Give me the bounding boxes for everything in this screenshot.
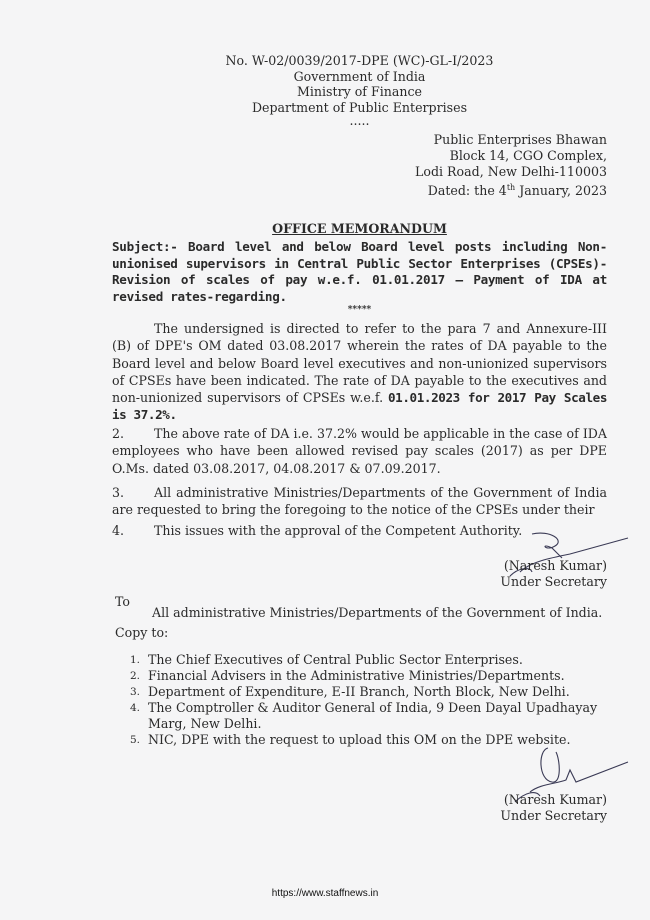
item-text: NIC, DPE with the request to upload this OM on the DPE website. xyxy=(148,732,571,747)
paragraph-4: 4. This issues with the approval of the Competent Authority. xyxy=(112,523,523,538)
signatory-block-1 xyxy=(470,558,607,590)
copy-list-item xyxy=(130,668,610,684)
address-line: Lodi Road, New Delhi-110003 xyxy=(415,164,607,179)
letterhead xyxy=(112,53,607,127)
item-number: 2. xyxy=(130,670,141,682)
address-line: Block 14, CGO Complex, xyxy=(449,148,607,163)
copy-to-label: Copy to: xyxy=(115,625,169,640)
to-label: To xyxy=(115,594,131,609)
signatory-designation: Under Secretary xyxy=(500,808,607,823)
item-text: Financial Advisers in the Administrative Ministries/Departments. xyxy=(148,668,565,683)
copy-list xyxy=(130,652,610,748)
stars-separator: ***** xyxy=(347,305,372,315)
copy-list-item xyxy=(130,700,610,732)
copy-list-item xyxy=(130,652,610,668)
item-number: 1. xyxy=(130,654,141,666)
date-line: Dated: the 4th January, 2023 xyxy=(427,183,607,199)
footer-url[interactable]: https://www.staffnews.in xyxy=(271,888,379,899)
item-text: Department of Expenditure, E-II Branch, North Block, New Delhi. xyxy=(148,684,570,699)
item-number: 4. xyxy=(130,702,141,714)
reference-number: No. W-02/0039/2017-DPE (WC)-GL-I/2023 xyxy=(225,53,494,68)
item-number: 3. xyxy=(130,686,141,698)
item-text: The Chief Executives of Central Public Sector Enterprises. xyxy=(148,652,523,667)
paragraph-2: 2. The above rate of DA i.e. 37.2% would be applicable in the case of IDA employees who have been allowed revised pay scales (2017) as per DPE O.Ms. dated 03.08.2017, 04.08.2017 & 07.09.2017. xyxy=(112,426,607,476)
separator: ..... xyxy=(349,113,370,128)
signatory-name: (Naresh Kumar) xyxy=(503,792,607,807)
address-line: Public Enterprises Bhawan xyxy=(433,132,607,147)
paragraph-3: 3. All administrative Ministries/Departments of the Government of India are requested to bring the foregoing to the notice of the CPSEs under their xyxy=(112,485,607,518)
government-name: Government of India xyxy=(293,68,426,84)
signatory-name: (Naresh Kumar) xyxy=(503,558,607,573)
signatory-block-2 xyxy=(470,792,607,824)
address-block xyxy=(300,132,607,199)
memo-title: OFFICE MEMORANDUM xyxy=(272,221,447,236)
item-text: The Comptroller & Auditor General of India, 9 Deen Dayal Upadhayay Marg, New Delhi. xyxy=(148,700,598,731)
signatory-designation: Under Secretary xyxy=(500,574,607,589)
copy-list-item xyxy=(130,684,610,700)
ministry-name: Ministry of Finance xyxy=(297,84,422,99)
paragraph-1: The undersigned is directed to refer to the para 7 and Annexure-III (B) of DPE's OM dated 03.08.2017 wherein the rates of DA payable to the Board level and below Board level executives and non-unionized supervisors of CPSEs have been indicated. The rate of DA payable to the executives and non-unionized supervisors of CPSEs w.e.f. 01.01.2023 for 2017 Pay Scales is 37.2%. xyxy=(112,321,607,423)
department-name: Department of Public Enterprises xyxy=(251,99,468,115)
item-number: 5. xyxy=(130,734,141,746)
recipient: All administrative Ministries/Departments of the Government of India. xyxy=(152,605,603,620)
subject: Subject:- Board level and below Board level posts including Non-unionised supervisors in Central Public Sector Enterprises (CPSEs)-Revision of scales of pay w.e.f. 01.01.2017 – Payment of IDA at revised rates-regarding. xyxy=(112,239,607,304)
